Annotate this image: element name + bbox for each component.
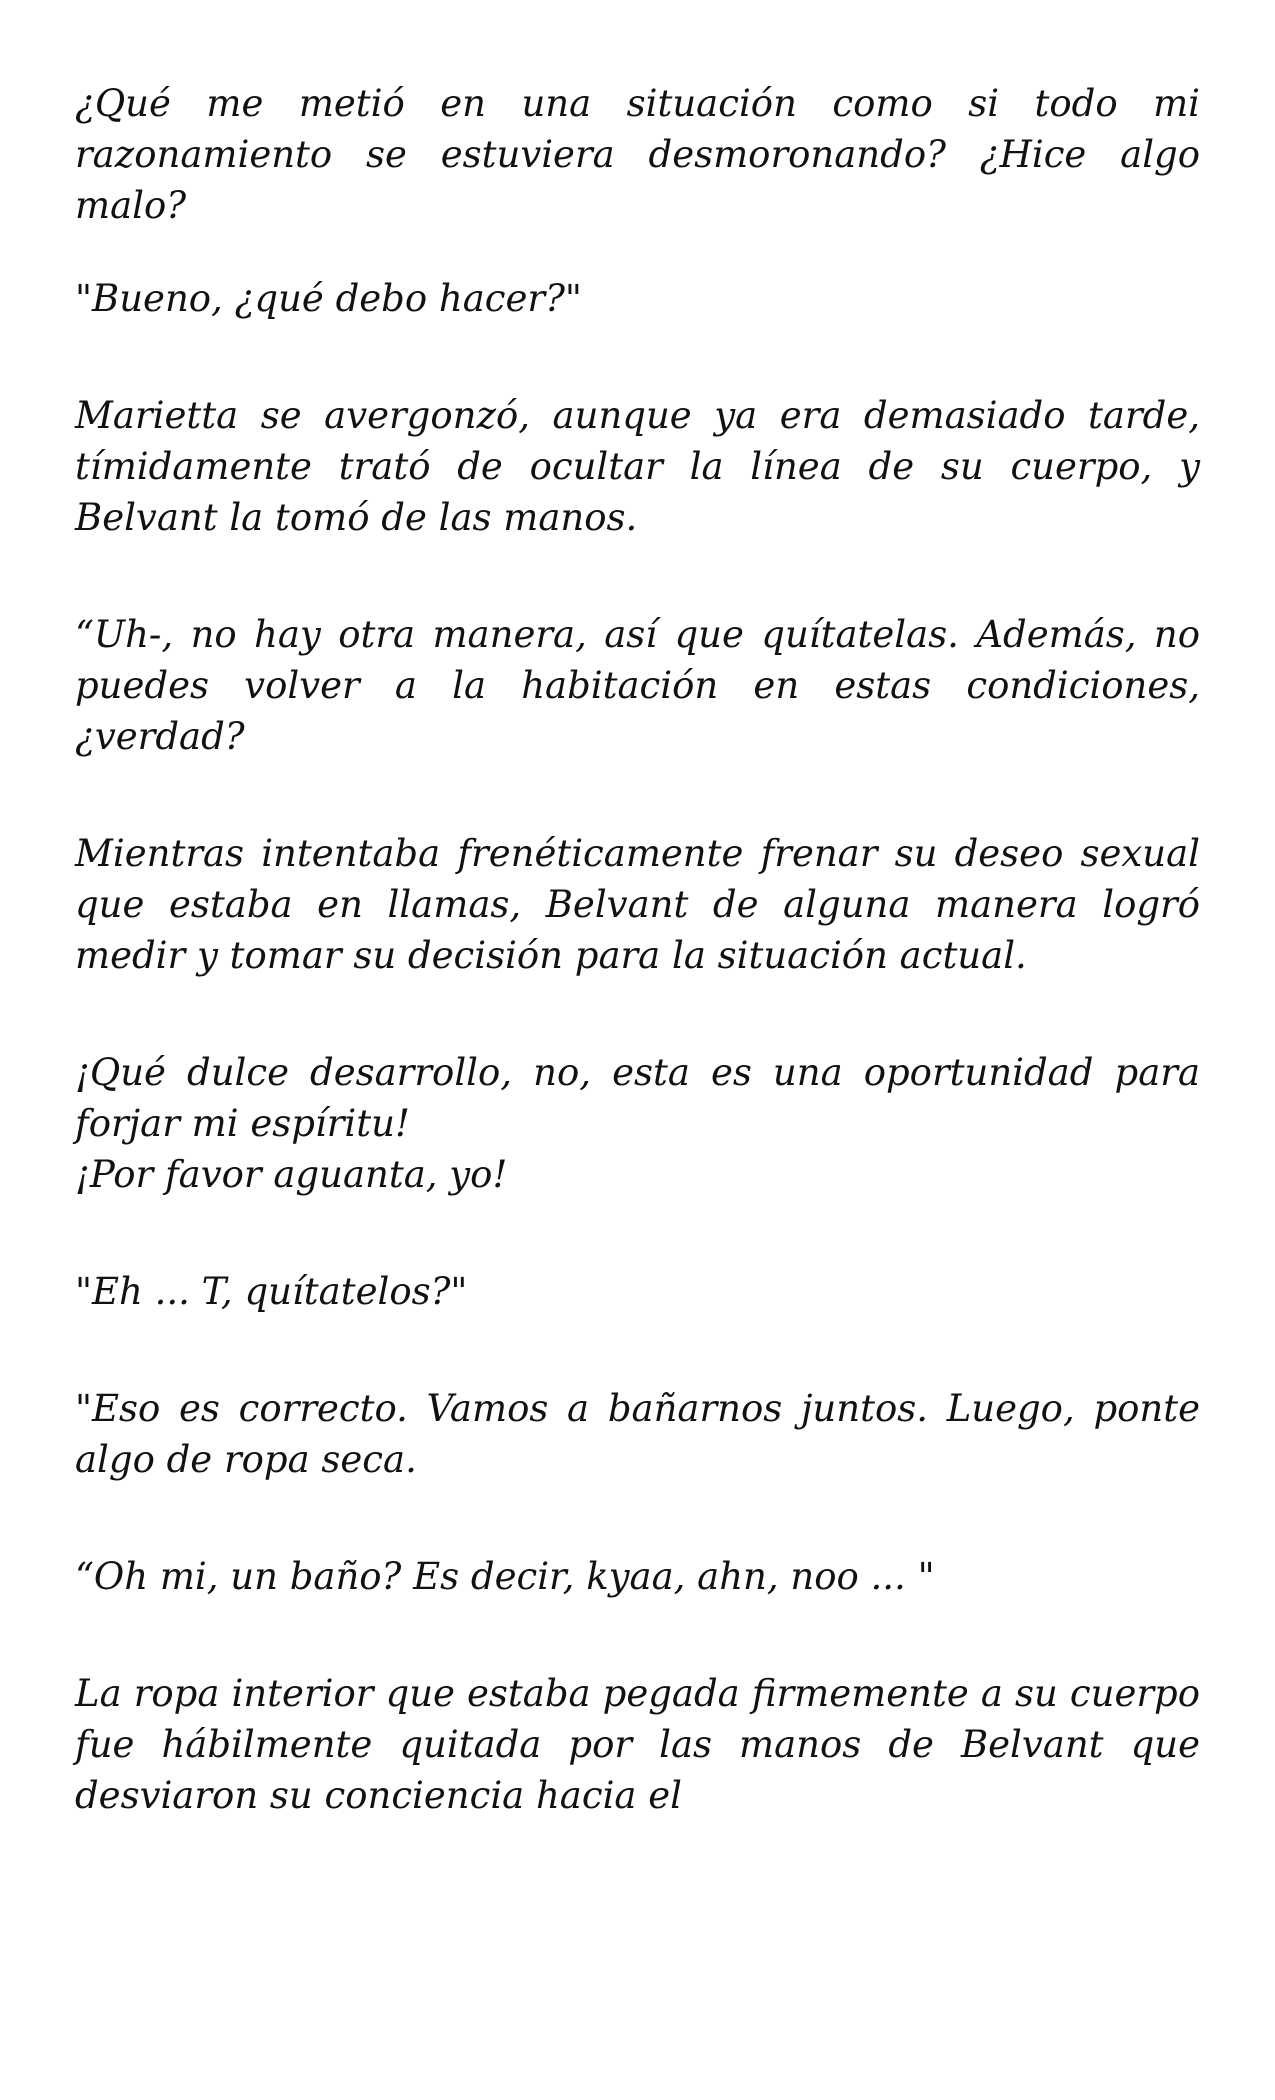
paragraph-2-close-quote: " xyxy=(564,277,582,320)
paragraph-9-text: “Oh mi, un baño? Es decir, kyaa, ahn, noo ... " xyxy=(75,1555,935,1598)
paragraph-4-text: “Uh-, no hay otra manera, así que quítatelas. Además, no puedes volver a la habitación en estas condiciones, ¿verdad? xyxy=(75,613,1200,758)
paragraph-5-text: Mientras intentaba frenéticamente frenar su deseo sexual que estaba en llamas, Belvant de alguna manera logró medir y tomar su decisión para la situación actual. xyxy=(75,832,1200,977)
paragraph-1-text: ¿Qué me metió en una situación como si todo mi razonamiento se estuviera desmoronando? ¿Hice algo malo? xyxy=(75,82,1200,227)
paragraph-2-text: Bueno, ¿qué debo hacer? xyxy=(92,277,565,320)
paragraph-gap xyxy=(75,981,1200,1047)
paragraph-7-open-quote: " xyxy=(75,1270,93,1313)
paragraph-6 xyxy=(75,1047,1200,1200)
paragraph-gap xyxy=(75,543,1200,609)
paragraph-2 xyxy=(75,273,1200,324)
paragraph-10 xyxy=(75,1668,1200,1821)
paragraph-gap xyxy=(75,1602,1200,1668)
paragraph-gap xyxy=(75,1317,1200,1383)
paragraph-5 xyxy=(75,828,1200,981)
paragraph-2-open-quote: " xyxy=(75,277,93,320)
paragraph-3-text: Marietta se avergonzó, aunque ya era demasiado tarde, tímidamente trató de ocultar la línea de su cuerpo, y Belvant la tomó de las manos. xyxy=(75,394,1200,539)
paragraph-gap xyxy=(75,231,1200,273)
paragraph-9 xyxy=(75,1551,1200,1602)
paragraph-gap xyxy=(75,324,1200,390)
paragraph-1 xyxy=(75,78,1200,231)
paragraph-3 xyxy=(75,390,1200,543)
paragraph-7 xyxy=(75,1266,1200,1317)
paragraph-8 xyxy=(75,1383,1200,1485)
paragraph-8-text: Eso es correcto. Vamos a bañarnos juntos. Luego, ponte algo de ropa seca. xyxy=(75,1387,1200,1481)
paragraph-10-text: La ropa interior que estaba pegada firmemente a su cuerpo fue hábilmente quitada por las manos de Belvant que desviaron su conciencia hacia el xyxy=(75,1672,1200,1817)
paragraph-7-close-quote: " xyxy=(450,1270,468,1313)
paragraph-6-line-2: ¡Por favor aguanta, yo! xyxy=(75,1153,508,1196)
paragraph-gap xyxy=(75,762,1200,828)
paragraph-6-line-1: ¡Qué dulce desarrollo, no, esta es una oportunidad para forjar mi espíritu! xyxy=(75,1051,1200,1145)
paragraph-gap xyxy=(75,1200,1200,1266)
paragraph-gap xyxy=(75,1485,1200,1551)
paragraph-4 xyxy=(75,609,1200,762)
document-page xyxy=(75,78,1200,1821)
paragraph-7-text: Eh ... T, quítatelos? xyxy=(92,1270,451,1313)
paragraph-8-open-quote: " xyxy=(75,1387,93,1430)
